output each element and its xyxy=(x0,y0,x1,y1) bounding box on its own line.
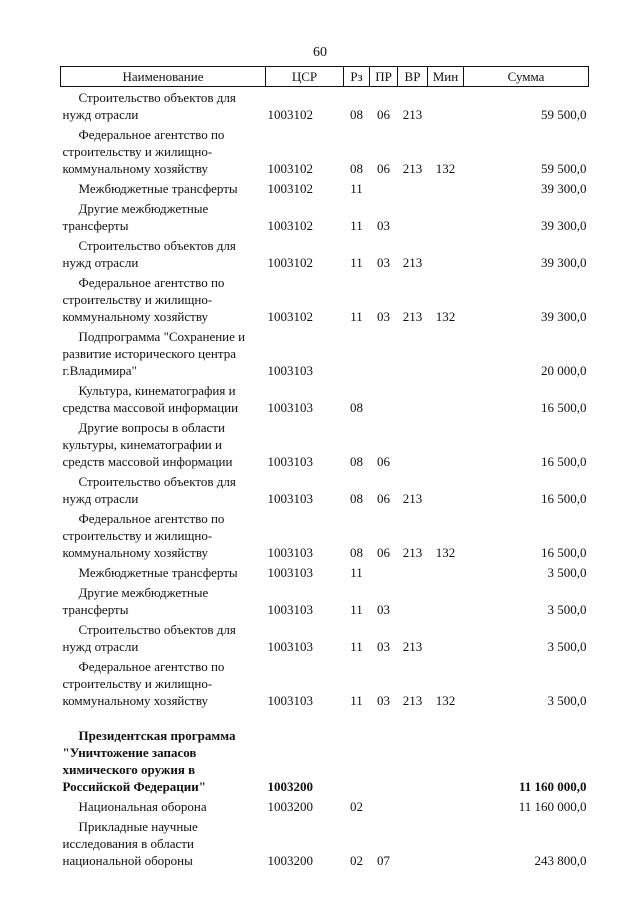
header-vr: ВР xyxy=(398,67,428,87)
table-row xyxy=(61,562,589,582)
table-row xyxy=(61,235,589,272)
row-name-line: нужд отрасли xyxy=(62,107,139,122)
table-row xyxy=(61,417,589,471)
table-row xyxy=(61,87,589,125)
row-vr: 213 xyxy=(402,639,423,654)
row-name xyxy=(61,725,266,796)
row-name-line: строительству и жилищно- xyxy=(62,528,213,543)
table-row xyxy=(61,816,589,870)
row-name-line: развитие исторического центра xyxy=(62,346,236,361)
row-rz: 08 xyxy=(350,400,363,415)
table-row xyxy=(61,656,589,710)
table-row xyxy=(61,508,589,562)
row-vr xyxy=(398,380,428,417)
row-min xyxy=(428,198,464,235)
row-sum: 3 500,0 xyxy=(547,602,587,617)
row-pr xyxy=(370,796,398,816)
row-name-line: коммунальному хозяйству xyxy=(62,309,209,324)
row-name-line: Другие межбюджетные xyxy=(78,585,209,600)
row-pr: 03 xyxy=(377,218,390,233)
table-header xyxy=(61,67,589,87)
row-rz: 08 xyxy=(350,491,363,506)
row-name-line: Другие вопросы в области xyxy=(78,420,225,435)
table-row xyxy=(61,796,589,816)
row-name xyxy=(61,816,266,870)
row-name-line: нужд отрасли xyxy=(62,255,139,270)
row-name xyxy=(61,380,266,417)
row-pr xyxy=(370,562,398,582)
row-rz: 11 xyxy=(350,181,363,196)
row-name xyxy=(61,656,266,710)
row-min xyxy=(428,562,464,582)
row-min xyxy=(428,417,464,471)
row-vr xyxy=(398,198,428,235)
row-name-line: Строительство объектов для xyxy=(78,474,236,489)
row-name-line: культуры, кинематографии и xyxy=(62,437,222,452)
row-csr: 1003200 xyxy=(267,779,313,794)
table-row xyxy=(61,178,589,198)
row-csr: 1003102 xyxy=(267,181,313,196)
row-name-line: средств массовой информации xyxy=(62,454,233,469)
row-name xyxy=(61,198,266,235)
row-name xyxy=(61,796,266,816)
row-pr: 03 xyxy=(377,602,390,617)
row-name-line: Строительство объектов для xyxy=(78,90,236,105)
row-min xyxy=(428,87,464,125)
row-sum: 39 300,0 xyxy=(541,255,587,270)
row-csr: 1003103 xyxy=(267,693,313,708)
header-csr: ЦСР xyxy=(266,67,344,87)
row-vr xyxy=(398,816,428,870)
row-vr: 213 xyxy=(402,309,423,324)
table-body xyxy=(61,87,589,871)
row-vr: 213 xyxy=(402,107,423,122)
row-name-line: коммунальному хозяйству xyxy=(62,161,209,176)
row-vr xyxy=(398,725,428,796)
row-min xyxy=(428,582,464,619)
row-min: 132 xyxy=(435,545,456,560)
row-name xyxy=(61,562,266,582)
row-name xyxy=(61,471,266,508)
row-csr: 1003103 xyxy=(267,602,313,617)
row-name-line: нужд отрасли xyxy=(62,491,139,506)
row-vr xyxy=(398,178,428,198)
row-min: 132 xyxy=(435,309,456,324)
row-vr: 213 xyxy=(402,255,423,270)
row-name-line: Федеральное агентство по xyxy=(78,511,225,526)
row-name-line: Национальная оборона xyxy=(78,799,207,814)
row-name-line: Федеральное агентство по xyxy=(78,127,225,142)
row-csr: 1003102 xyxy=(267,161,313,176)
row-name-line: Строительство объектов для xyxy=(78,622,236,637)
row-name xyxy=(61,582,266,619)
row-sum: 3 500,0 xyxy=(547,639,587,654)
row-rz: 11 xyxy=(350,309,363,324)
row-sum: 11 160 000,0 xyxy=(518,779,587,794)
row-sum: 39 300,0 xyxy=(541,218,587,233)
row-pr xyxy=(370,380,398,417)
row-rz: 02 xyxy=(350,853,363,868)
row-name xyxy=(61,124,266,178)
row-sum: 16 500,0 xyxy=(541,454,587,469)
row-vr: 213 xyxy=(402,491,423,506)
row-csr: 1003103 xyxy=(267,491,313,506)
row-min xyxy=(428,796,464,816)
row-name-line: трансферты xyxy=(62,218,129,233)
row-min xyxy=(428,178,464,198)
row-name-line: средства массовой информации xyxy=(62,400,239,415)
row-pr: 03 xyxy=(377,255,390,270)
row-rz: 02 xyxy=(350,799,363,814)
header-rz: Рз xyxy=(344,67,370,87)
spacer-row xyxy=(61,710,589,725)
row-rz: 11 xyxy=(350,693,363,708)
row-pr xyxy=(370,725,398,796)
header-pr: ПР xyxy=(370,67,398,87)
row-vr xyxy=(398,326,428,380)
row-name xyxy=(61,326,266,380)
row-sum: 59 500,0 xyxy=(541,161,587,176)
table-row xyxy=(61,725,589,796)
row-csr: 1003103 xyxy=(267,565,313,580)
row-name-line: "Уничтожение запасов xyxy=(62,745,197,760)
row-vr xyxy=(398,417,428,471)
row-name-line: Федеральное агентство по xyxy=(78,275,225,290)
row-pr: 06 xyxy=(377,454,390,469)
row-csr: 1003102 xyxy=(267,218,313,233)
row-name-line: Межбюджетные трансферты xyxy=(78,565,238,580)
row-name xyxy=(61,619,266,656)
row-rz: 08 xyxy=(350,161,363,176)
row-min xyxy=(428,235,464,272)
row-name-line: Другие межбюджетные xyxy=(78,201,209,216)
row-name-line: строительству и жилищно- xyxy=(62,676,213,691)
row-vr: 213 xyxy=(402,693,423,708)
row-sum: 243 800,0 xyxy=(534,853,587,868)
row-name-line: строительству и жилищно- xyxy=(62,292,213,307)
row-name xyxy=(61,272,266,326)
header-sum: Сумма xyxy=(464,67,589,87)
budget-table xyxy=(60,66,589,870)
row-rz: 08 xyxy=(350,545,363,560)
row-csr: 1003103 xyxy=(267,545,313,560)
row-rz: 11 xyxy=(350,639,363,654)
row-name-line: исследования в области xyxy=(62,836,194,851)
row-pr: 03 xyxy=(377,639,390,654)
row-min xyxy=(428,326,464,380)
header-min: Мин xyxy=(428,67,464,87)
row-vr: 213 xyxy=(402,161,423,176)
row-pr: 03 xyxy=(377,309,390,324)
row-name-line: Федеральное агентство по xyxy=(78,659,225,674)
row-name xyxy=(61,417,266,471)
table-row xyxy=(61,380,589,417)
row-sum: 16 500,0 xyxy=(541,545,587,560)
row-min xyxy=(428,619,464,656)
row-name-line: Президентская программа xyxy=(78,728,236,743)
table-row xyxy=(61,272,589,326)
row-sum: 16 500,0 xyxy=(541,491,587,506)
row-name-line: национальной обороны xyxy=(62,853,193,868)
table-row xyxy=(61,198,589,235)
row-sum: 39 300,0 xyxy=(541,181,587,196)
row-name-line: Культура, кинематография и xyxy=(78,383,236,398)
row-sum: 59 500,0 xyxy=(541,107,587,122)
row-name-line: Прикладные научные xyxy=(78,819,198,834)
header-name: Наименование xyxy=(61,67,266,87)
row-name xyxy=(61,235,266,272)
row-pr: 06 xyxy=(377,161,390,176)
row-rz xyxy=(344,725,370,796)
row-min xyxy=(428,471,464,508)
row-csr: 1003103 xyxy=(267,454,313,469)
row-name xyxy=(61,178,266,198)
row-rz xyxy=(344,326,370,380)
row-csr: 1003102 xyxy=(267,107,313,122)
row-pr: 03 xyxy=(377,693,390,708)
row-sum: 16 500,0 xyxy=(541,400,587,415)
row-name-line: Подпрограмма "Сохранение и xyxy=(78,329,246,344)
row-min xyxy=(428,380,464,417)
table-row xyxy=(61,124,589,178)
row-vr xyxy=(398,796,428,816)
row-vr xyxy=(398,562,428,582)
row-name-line: коммунальному хозяйству xyxy=(62,545,209,560)
row-csr: 1003102 xyxy=(267,255,313,270)
row-min xyxy=(428,725,464,796)
row-vr xyxy=(398,582,428,619)
row-pr xyxy=(370,326,398,380)
table-row xyxy=(61,326,589,380)
row-pr: 06 xyxy=(377,491,390,506)
row-name-line: Российской Федерации" xyxy=(62,779,206,794)
row-pr: 06 xyxy=(377,545,390,560)
row-rz: 08 xyxy=(350,454,363,469)
row-csr: 1003103 xyxy=(267,363,313,378)
table-row xyxy=(61,471,589,508)
row-name-line: Межбюджетные трансферты xyxy=(78,181,238,196)
row-rz: 11 xyxy=(350,218,363,233)
row-pr: 07 xyxy=(377,853,390,868)
row-name-line: коммунальному хозяйству xyxy=(62,693,209,708)
row-name-line: химического оружия в xyxy=(62,762,196,777)
row-csr: 1003200 xyxy=(267,853,313,868)
row-sum: 39 300,0 xyxy=(541,309,587,324)
row-min: 132 xyxy=(435,693,456,708)
row-name xyxy=(61,508,266,562)
row-name xyxy=(61,87,266,125)
row-rz: 08 xyxy=(350,107,363,122)
page-number: 60 xyxy=(313,45,327,60)
row-name-line: нужд отрасли xyxy=(62,639,139,654)
row-rz: 11 xyxy=(350,565,363,580)
row-csr: 1003103 xyxy=(267,639,313,654)
row-sum: 11 160 000,0 xyxy=(518,799,587,814)
row-csr: 1003103 xyxy=(267,400,313,415)
row-csr: 1003102 xyxy=(267,309,313,324)
row-name-line: Строительство объектов для xyxy=(78,238,236,253)
row-csr: 1003200 xyxy=(267,799,313,814)
row-vr: 213 xyxy=(402,545,423,560)
row-name-line: г.Владимира" xyxy=(62,363,137,378)
row-pr xyxy=(370,178,398,198)
row-pr: 06 xyxy=(377,107,390,122)
row-rz: 11 xyxy=(350,602,363,617)
row-rz: 11 xyxy=(350,255,363,270)
table-row xyxy=(61,619,589,656)
row-sum: 3 500,0 xyxy=(547,565,587,580)
row-sum: 3 500,0 xyxy=(547,693,587,708)
row-name-line: трансферты xyxy=(62,602,129,617)
row-min: 132 xyxy=(435,161,456,176)
row-sum: 20 000,0 xyxy=(541,363,587,378)
row-min xyxy=(428,816,464,870)
row-name-line: строительству и жилищно- xyxy=(62,144,213,159)
table-row xyxy=(61,582,589,619)
